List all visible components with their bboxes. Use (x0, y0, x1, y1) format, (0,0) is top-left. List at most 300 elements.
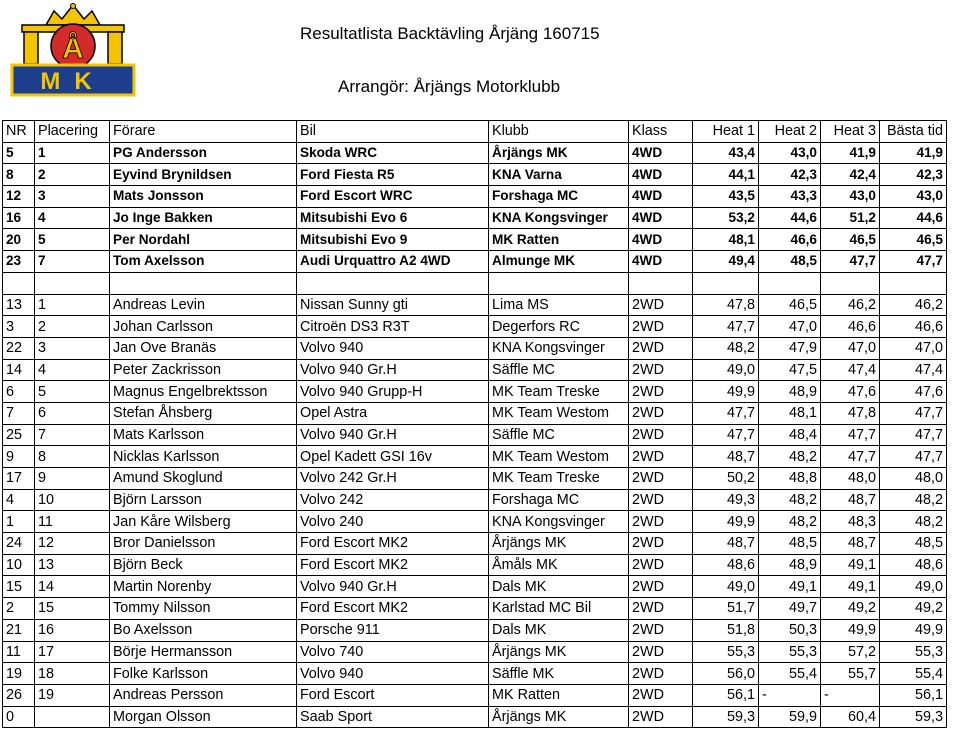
table-cell: 55,4 (880, 663, 947, 685)
table-cell: 4WD (629, 142, 693, 164)
table-row (3, 576, 947, 598)
table-cell: 7 (3, 402, 35, 424)
table-cell: 1 (3, 511, 35, 533)
table-cell: 11 (35, 511, 110, 533)
table-cell: 13 (3, 294, 35, 316)
table-row (3, 511, 947, 533)
table-cell: Mats Karlsson (110, 424, 297, 446)
table-cell: 2 (35, 164, 110, 186)
table-cell: 48,5 (759, 533, 821, 555)
table-cell: 1 (35, 294, 110, 316)
table-cell: Morgan Olsson (110, 706, 297, 728)
table-cell: 2WD (629, 511, 693, 533)
table-cell: 2WD (629, 316, 693, 338)
table-cell: Degerfors RC (489, 316, 629, 338)
table-cell: 47,0 (759, 316, 821, 338)
table-cell: Volvo 940 (297, 663, 489, 685)
table-cell: 10 (3, 554, 35, 576)
arjang-mk-logo (8, 3, 138, 99)
table-cell: 47,7 (693, 402, 759, 424)
table-row (3, 533, 947, 555)
table-cell: Åmåls MK (489, 554, 629, 576)
table-cell: Jan Kåre Wilsberg (110, 511, 297, 533)
table-cell: 49,1 (759, 576, 821, 598)
table-cell: Volvo 940 (297, 337, 489, 359)
table-cell: 46,5 (821, 229, 880, 251)
table-cell: 55,3 (880, 641, 947, 663)
table-cell: MK Ratten (489, 229, 629, 251)
table-cell: Björn Larsson (110, 489, 297, 511)
table-row (3, 251, 947, 273)
table-cell: 5 (35, 381, 110, 403)
table-cell: 9 (3, 446, 35, 468)
table-row (3, 142, 947, 164)
table-cell: Bror Danielsson (110, 533, 297, 555)
table-cell: 4WD (629, 229, 693, 251)
table-cell: 48,9 (759, 381, 821, 403)
table-cell: 50,2 (693, 468, 759, 490)
table-cell: MK Team Treske (489, 381, 629, 403)
table-cell: 23 (3, 251, 35, 273)
table-cell: 47,4 (821, 359, 880, 381)
table-cell: 48,2 (880, 489, 947, 511)
table-cell: Amund Skoglund (110, 468, 297, 490)
table-cell: 2WD (629, 468, 693, 490)
table-cell: Andreas Levin (110, 294, 297, 316)
table-row (3, 663, 947, 685)
table-cell: Mitsubishi Evo 6 (297, 207, 489, 229)
table-cell: 43,0 (821, 186, 880, 208)
table-cell: 2WD (629, 598, 693, 620)
table-cell: PG Andersson (110, 142, 297, 164)
table-cell: MK Team Westom (489, 446, 629, 468)
table-cell: - (821, 684, 880, 706)
table-cell: 42,3 (759, 164, 821, 186)
table-cell: 41,9 (880, 142, 947, 164)
table-cell: 48,7 (821, 489, 880, 511)
table-cell: Tommy Nilsson (110, 598, 297, 620)
column-header: Klubb (489, 121, 629, 143)
table-cell: Säffle MC (489, 424, 629, 446)
table-cell: 47,7 (880, 402, 947, 424)
table-cell: Jo Inge Bakken (110, 207, 297, 229)
table-cell: Dals MK (489, 576, 629, 598)
table-cell: 56,1 (693, 684, 759, 706)
table-cell: Årjängs MK (489, 533, 629, 555)
table-cell: 16 (35, 619, 110, 641)
table-cell: 47,7 (880, 424, 947, 446)
table-cell: 2WD (629, 359, 693, 381)
table-cell: 49,9 (693, 381, 759, 403)
table-cell: 46,5 (759, 294, 821, 316)
table-cell: 49,2 (821, 598, 880, 620)
table-cell: Peter Zackrisson (110, 359, 297, 381)
table-cell: Citroën DS3 R3T (297, 316, 489, 338)
table-cell: 49,9 (880, 619, 947, 641)
table-cell: 57,2 (821, 641, 880, 663)
table-cell: Ford Escort MK2 (297, 533, 489, 555)
table-cell: Opel Astra (297, 402, 489, 424)
table-cell: Opel Kadett GSI 16v (297, 446, 489, 468)
table-cell: 22 (3, 337, 35, 359)
table-row (3, 641, 947, 663)
table-cell: 56,1 (880, 684, 947, 706)
table-cell: 44,6 (880, 207, 947, 229)
table-cell: 48,1 (693, 229, 759, 251)
table-cell: - (759, 684, 821, 706)
column-header: Heat 1 (693, 121, 759, 143)
table-row (3, 316, 947, 338)
table-row (3, 468, 947, 490)
table-cell: 47,6 (880, 381, 947, 403)
table-cell: 3 (3, 316, 35, 338)
column-header: NR (3, 121, 35, 143)
table-cell: 2WD (629, 576, 693, 598)
table-cell: 3 (35, 337, 110, 359)
table-cell: Nissan Sunny gti (297, 294, 489, 316)
table-cell: 47,8 (693, 294, 759, 316)
table-cell: 48,8 (759, 468, 821, 490)
empty-cell (110, 272, 297, 294)
table-cell: 48,5 (880, 533, 947, 555)
empty-cell (35, 272, 110, 294)
table-row (3, 337, 947, 359)
table-cell: 55,7 (821, 663, 880, 685)
table-row (3, 186, 947, 208)
table-cell: 48,7 (693, 533, 759, 555)
table-cell: 48,0 (821, 468, 880, 490)
table-cell: 2WD (629, 337, 693, 359)
table-cell: 48,0 (880, 468, 947, 490)
table-cell: 47,0 (821, 337, 880, 359)
empty-cell (759, 272, 821, 294)
empty-separator-row (3, 272, 947, 294)
table-cell: 43,0 (880, 186, 947, 208)
table-cell: 48,9 (759, 554, 821, 576)
table-cell: Bo Axelsson (110, 619, 297, 641)
table-cell: 48,2 (759, 489, 821, 511)
table-cell: 7 (35, 424, 110, 446)
table-cell: 2WD (629, 489, 693, 511)
empty-cell (880, 272, 947, 294)
table-cell: Volvo 242 Gr.H (297, 468, 489, 490)
table-cell: KNA Kongsvinger (489, 337, 629, 359)
table-cell: Mats Jonsson (110, 186, 297, 208)
table-cell: Skoda WRC (297, 142, 489, 164)
table-cell: 47,6 (821, 381, 880, 403)
table-cell: Volvo 940 Gr.H (297, 424, 489, 446)
table-cell: Folke Karlsson (110, 663, 297, 685)
table-cell: Ford Escort MK2 (297, 554, 489, 576)
table-cell: 2WD (629, 533, 693, 555)
table-cell: 2WD (629, 402, 693, 424)
table-cell: Audi Urquattro A2 4WD (297, 251, 489, 273)
table-cell: 4WD (629, 207, 693, 229)
table-row (3, 359, 947, 381)
table-cell: 48,5 (759, 251, 821, 273)
table-cell: 0 (3, 706, 35, 728)
table-cell: 25 (3, 424, 35, 446)
table-cell: 47,5 (759, 359, 821, 381)
column-header: Placering (35, 121, 110, 143)
table-cell: 19 (35, 684, 110, 706)
logo-letters-mk: MK (40, 68, 106, 95)
table-cell: 48,7 (821, 533, 880, 555)
table-cell: MK Team Treske (489, 468, 629, 490)
table-cell: 13 (35, 554, 110, 576)
table-cell: 2WD (629, 663, 693, 685)
table-cell: 14 (35, 576, 110, 598)
table-cell: 48,2 (693, 337, 759, 359)
table-cell: Stefan Åhsberg (110, 402, 297, 424)
table-cell: 3 (35, 186, 110, 208)
table-cell: 42,3 (880, 164, 947, 186)
table-cell: 49,9 (693, 511, 759, 533)
table-row (3, 381, 947, 403)
table-cell: 59,3 (693, 706, 759, 728)
page-subtitle: Arrangör: Årjängs Motorklubb (338, 77, 561, 96)
table-cell: 2WD (629, 706, 693, 728)
table-cell: 8 (35, 446, 110, 468)
table-cell: 15 (3, 576, 35, 598)
table-row (3, 554, 947, 576)
table-cell: 41,9 (821, 142, 880, 164)
table-cell: Dals MK (489, 619, 629, 641)
table-cell: KNA Kongsvinger (489, 511, 629, 533)
table-cell: Karlstad MC Bil (489, 598, 629, 620)
table-cell: 4 (3, 489, 35, 511)
table-cell: 55,3 (693, 641, 759, 663)
table-cell: 56,0 (693, 663, 759, 685)
table-cell: 48,2 (880, 511, 947, 533)
table-cell: 51,8 (693, 619, 759, 641)
table-cell: 59,3 (880, 706, 947, 728)
table-cell: 2WD (629, 684, 693, 706)
table-cell: Säffle MC (489, 359, 629, 381)
table-cell: 47,0 (880, 337, 947, 359)
table-cell: 19 (3, 663, 35, 685)
column-header: Heat 3 (821, 121, 880, 143)
table-cell: 14 (3, 359, 35, 381)
table-cell: 43,4 (693, 142, 759, 164)
table-cell: 51,7 (693, 598, 759, 620)
column-header: Bästa tid (880, 121, 947, 143)
table-cell: 47,7 (880, 251, 947, 273)
table-cell: 49,1 (821, 576, 880, 598)
table-cell: 2WD (629, 381, 693, 403)
table-row (3, 446, 947, 468)
table-cell: 49,2 (880, 598, 947, 620)
table-cell: 55,4 (759, 663, 821, 685)
table-cell: 24 (3, 533, 35, 555)
table-cell: Ford Escort (297, 684, 489, 706)
table-row (3, 619, 947, 641)
table-cell: 60,4 (821, 706, 880, 728)
table-cell: Volvo 242 (297, 489, 489, 511)
table-cell: Volvo 940 Gr.H (297, 576, 489, 598)
table-cell: 50,3 (759, 619, 821, 641)
table-cell: 49,3 (693, 489, 759, 511)
table-cell (35, 706, 110, 728)
logo-letter-a: Å (62, 32, 84, 65)
table-cell: Mitsubishi Evo 9 (297, 229, 489, 251)
table-cell: 43,5 (693, 186, 759, 208)
table-cell: Volvo 940 Grupp-H (297, 381, 489, 403)
table-cell: 9 (35, 468, 110, 490)
empty-cell (821, 272, 880, 294)
table-cell: 4 (35, 359, 110, 381)
table-cell: 6 (35, 402, 110, 424)
table-cell: 42,4 (821, 164, 880, 186)
table-cell: Årjängs MK (489, 641, 629, 663)
table-cell: Jan Ove Branäs (110, 337, 297, 359)
table-row (3, 598, 947, 620)
table-cell: KNA Varna (489, 164, 629, 186)
table-cell: 48,3 (821, 511, 880, 533)
table-cell: 46,5 (880, 229, 947, 251)
table-cell: Lima MS (489, 294, 629, 316)
table-cell: 43,0 (759, 142, 821, 164)
table-cell: 26 (3, 684, 35, 706)
table-cell: 44,6 (759, 207, 821, 229)
table-cell: 17 (3, 468, 35, 490)
table-cell: Årjängs MK (489, 142, 629, 164)
table-cell: 2WD (629, 619, 693, 641)
column-header: Heat 2 (759, 121, 821, 143)
table-cell: 47,9 (759, 337, 821, 359)
empty-cell (693, 272, 759, 294)
table-row (3, 684, 947, 706)
table-cell: 46,6 (880, 316, 947, 338)
table-cell: Volvo 740 (297, 641, 489, 663)
table-row (3, 207, 947, 229)
table-cell: Volvo 240 (297, 511, 489, 533)
table-cell: 46,6 (759, 229, 821, 251)
table-cell: 2 (3, 598, 35, 620)
table-cell: 7 (35, 251, 110, 273)
table-cell: 8 (3, 164, 35, 186)
table-cell: 48,2 (759, 446, 821, 468)
table-cell: 47,7 (821, 446, 880, 468)
table-cell: 47,7 (821, 424, 880, 446)
table-cell: Martin Norenby (110, 576, 297, 598)
table-cell: 4WD (629, 164, 693, 186)
results-table (2, 120, 947, 728)
table-cell: 18 (35, 663, 110, 685)
table-cell: 4 (35, 207, 110, 229)
table-cell: 55,3 (759, 641, 821, 663)
table-cell: Johan Carlsson (110, 316, 297, 338)
table-cell: 11 (3, 641, 35, 663)
table-cell: 47,4 (880, 359, 947, 381)
table-row (3, 164, 947, 186)
table-row (3, 229, 947, 251)
table-cell: 59,9 (759, 706, 821, 728)
table-cell: 6 (3, 381, 35, 403)
table-cell: Säffle MK (489, 663, 629, 685)
table-cell: 49,0 (880, 576, 947, 598)
table-cell: 48,6 (693, 554, 759, 576)
table-cell: 5 (3, 142, 35, 164)
table-cell: 48,6 (880, 554, 947, 576)
table-cell: 16 (3, 207, 35, 229)
table-cell: 2WD (629, 554, 693, 576)
table-cell: 46,2 (880, 294, 947, 316)
table-cell: 17 (35, 641, 110, 663)
table-cell: 5 (35, 229, 110, 251)
table-cell: 1 (35, 142, 110, 164)
table-cell: 44,1 (693, 164, 759, 186)
table-cell: Ford Escort WRC (297, 186, 489, 208)
table-cell: Tom Axelsson (110, 251, 297, 273)
column-header: Förare (110, 121, 297, 143)
table-cell: Porsche 911 (297, 619, 489, 641)
table-cell: Björn Beck (110, 554, 297, 576)
table-cell: Ford Escort MK2 (297, 598, 489, 620)
table-cell: Volvo 940 Gr.H (297, 359, 489, 381)
table-cell: Magnus Engelbrektsson (110, 381, 297, 403)
table-cell: 46,2 (821, 294, 880, 316)
table-cell: 48,7 (693, 446, 759, 468)
table-cell: Saab Sport (297, 706, 489, 728)
table-cell: 46,6 (821, 316, 880, 338)
table-cell: Almunge MK (489, 251, 629, 273)
table-cell: 51,2 (821, 207, 880, 229)
table-cell: 2WD (629, 641, 693, 663)
table-cell: 49,0 (693, 359, 759, 381)
table-cell: 20 (3, 229, 35, 251)
table-cell: 48,4 (759, 424, 821, 446)
table-cell: 47,7 (821, 251, 880, 273)
table-cell: 49,9 (821, 619, 880, 641)
table-cell: MK Team Westom (489, 402, 629, 424)
table-cell: MK Ratten (489, 684, 629, 706)
table-cell: 10 (35, 489, 110, 511)
table-cell: 2WD (629, 446, 693, 468)
table-cell: 47,7 (693, 316, 759, 338)
empty-cell (629, 272, 693, 294)
table-cell: Per Nordahl (110, 229, 297, 251)
table-cell: Forshaga MC (489, 489, 629, 511)
table-cell: 53,2 (693, 207, 759, 229)
table-cell: 48,1 (759, 402, 821, 424)
table-cell: 49,7 (759, 598, 821, 620)
table-row (3, 424, 947, 446)
empty-cell (3, 272, 35, 294)
table-cell: 15 (35, 598, 110, 620)
table-cell: 47,8 (821, 402, 880, 424)
table-cell: 21 (3, 619, 35, 641)
table-cell: 47,7 (693, 424, 759, 446)
table-cell: Börje Hermansson (110, 641, 297, 663)
table-cell: 2 (35, 316, 110, 338)
table-cell: 2WD (629, 294, 693, 316)
table-row (3, 489, 947, 511)
header-row (3, 121, 947, 143)
table-cell: 47,7 (880, 446, 947, 468)
table-cell: 49,1 (821, 554, 880, 576)
column-header: Bil (297, 121, 489, 143)
table-cell: Nicklas Karlsson (110, 446, 297, 468)
table-cell: 2WD (629, 424, 693, 446)
table-cell: Forshaga MC (489, 186, 629, 208)
table-cell: 12 (35, 533, 110, 555)
table-cell: KNA Kongsvinger (489, 207, 629, 229)
column-header: Klass (629, 121, 693, 143)
table-cell: Årjängs MK (489, 706, 629, 728)
table-cell: 49,4 (693, 251, 759, 273)
empty-cell (297, 272, 489, 294)
